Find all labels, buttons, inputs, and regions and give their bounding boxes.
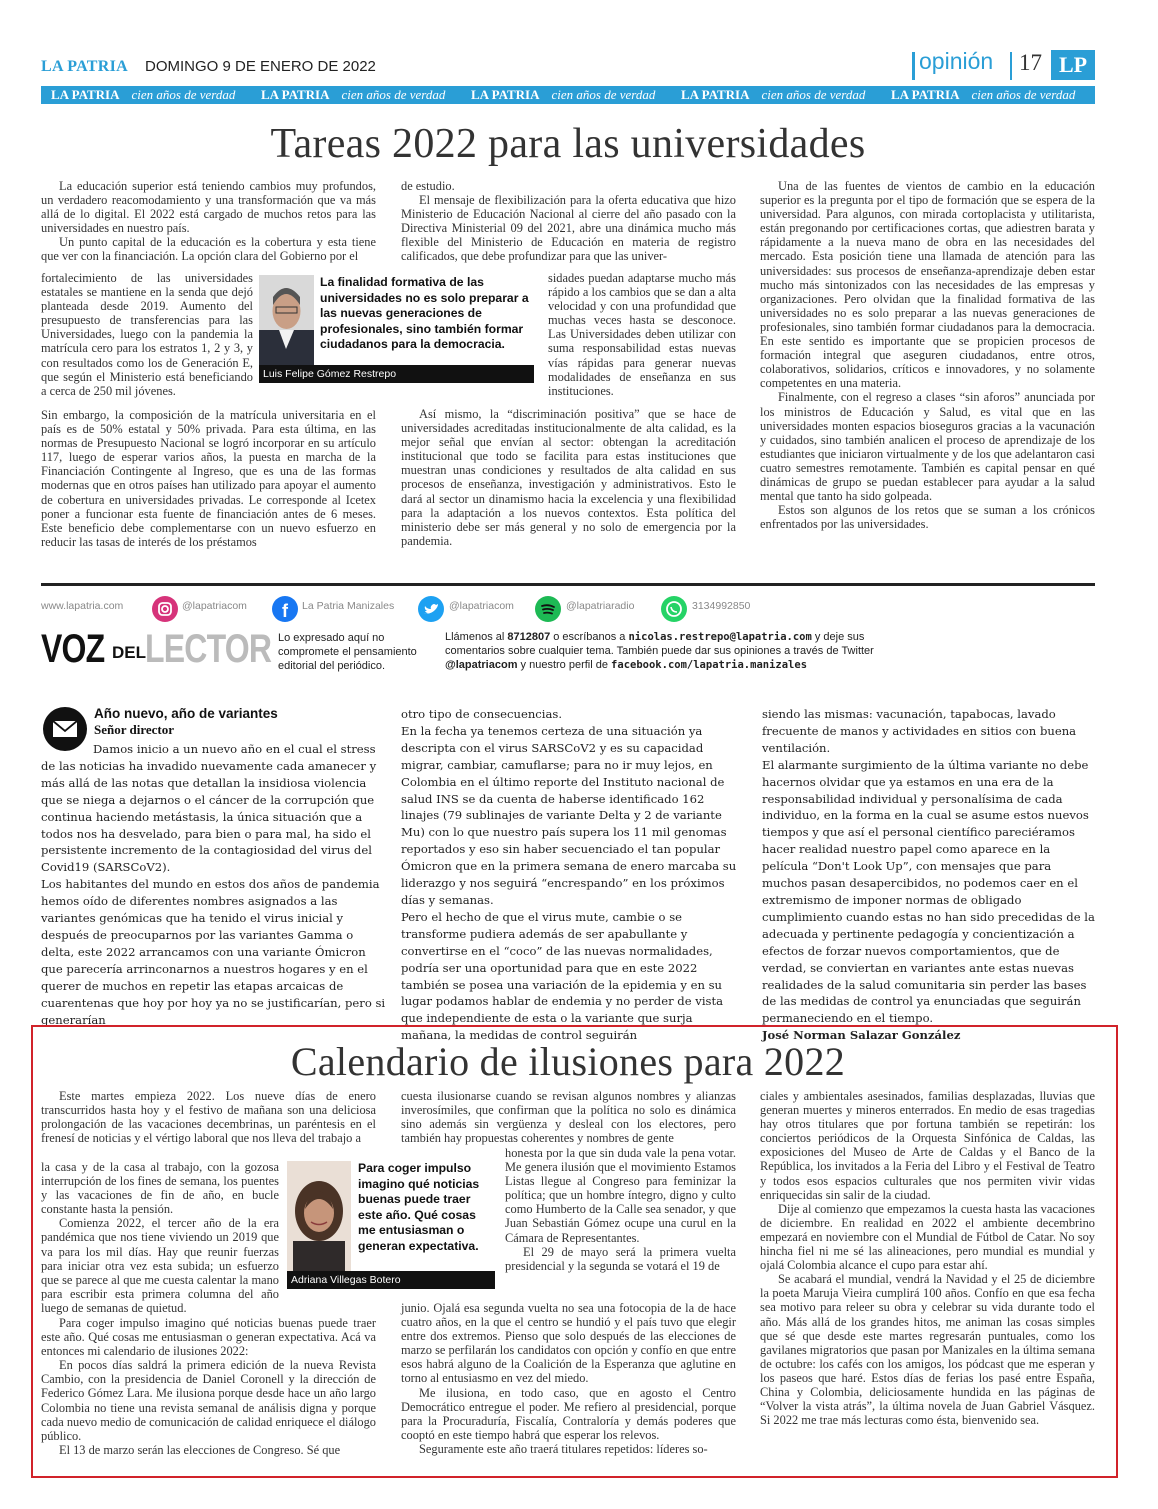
author-photo [259,275,314,365]
column-column-3: ciales y ambientales asesinados, familias desplazadas, lluvias que generan muertes y mineros enterrados. En medio de esas tragedias hay otros titulares que por fortuna también se repetirán: los conciertos periódicos de la Orquesta Sinfónica de Caldas, las exposiciones del Museo de Arte de Caldas y el Banco de la República, los invitados a la Feria del Libro y el Festival de Teatro y todos esos espacios culturales que nos permiten vivir vidas enriquecidas sin salir de la ciudad. Dije al comienzo que empezamos la cuesta hasta las vacaciones de diciembre. En realidad en 2022 el ambiente decembrino empezará en noviembre con el Mundial de Fútbol de Catar. No soy hincha fiel ni me sé las alineaciones, pero mundial es mundial y ojalá Colombia alcance el cupo para estar ahí. Se acabará el mundial, vendrá la Navidad y el 25 de diciembre la poeta Maruja Vieira cumplirá 100 años. Confío en que esa fecha sea motivo para releer su obra y celebrar su vida durante todo el año. Más allá de los grandes hitos, me animan las cosas simples que sé que desde este martes regresarán puntuales, como los gavilanes migratorios que pasan por Manizales en la última semana de octubre: los cafés con los amigos, los pódcast que me esperan y los paseos que haré. Estos días de ferias los pasé entre España, China y Colombia, deliciosamente hundida en las páginas de “Volver la vista atrás”, la última novela de Juan Gabriel Vásquez. Si 2022 me trae más lecturas como ésta, bienvenido sea. [760,1089,1095,1428]
editorial-column-2-narrow: sidades puedan adaptarse mucho más rápido a los cambios que se dan a alta velocidad y con una profundidad que muchas veces hasta se desconoce. Las Universidades deben utilizar con suma responsabilidad estas nuevas vías rápidas para generar nuevas modalidades de enseñanza en sus instituciones. [548,271,736,398]
column-title: Calendario de ilusiones para 2022 [290,1039,846,1084]
facebook-link[interactable]: facebook.com/lapatria.manizales [611,659,808,671]
author-photo [287,1161,351,1271]
editorial-column-2-bottom: Así mismo, la “discriminación positiva” que se hace de universidades acreditadas institucionalmente de alta calidad, es la mejor señal que envían al sector: obtengan la acreditación institucional que todo se facilita para estas instituciones que muestran unas condiciones y resultados de alta calidad en sus procesos de enseñanza, investigación y administrativos. Esto le dará al sector un dinamismo hacia la excelencia y una flexibilidad para la adaptación a los nuevos contextos. Esta política del ministerio debe ser más general y no solo de emergencia por la pandemia. [401,407,736,548]
editorial-column-1-narrow: fortalecimiento de las universidades estatales se mantiene en la senda que dejó planteada desde 2019. Aumento del presupuesto de transferencias para las Universidades, luego con la pandemia la matrícula cero para los estratos 1, 2 y 3, y con resultados como los de Generación E, que según el Ministerio está beneficiando a cerca de 250 mil jóvenes. [41,271,253,398]
letter-title: Año nuevo, año de variantes [94,706,278,721]
letter-column-2: otro tipo de consecuencias. En la fecha ya tenemos certeza de una situación ya descripta con el virus SARSCoV2 y es su capacidad migrar, cambiar, camuflarse; para no ir muy lejos, en Colombia en el último reporte del Instituto nacional de salud INS se da cuenta de haberse identificado 162 linajes (79 sublinajes de variante Delta y 2 de variante Mu) con lo que nuestro país supera los 11 mil genomas reportados y eso sin haber secuenciado el tan popular Ómicron que en la primera semana de enero marcaba su liderazgo y nos seguirá “encrespando” en los próximos días y semanas. Pero el hecho de que el virus mute, cambie o se transforme pudiera además de ser apabullante y convertirse en el “coco” de las nuevas normalidades, podría ser una oportunidad para que en este 2022 también se posea una variación de la epidemia y en su lugar podamos hablar de endemia y no perder de vista que independiente de esta o la variante que surja mañana, la medidas de control seguirán [401,707,737,1043]
column-column-2-narrow: honesta por la que sin duda vale la pena votar. Me genera ilusión que el movimiento Estamos Listas llegue al Congreso para feminizar la política; que un hombre íntegro, digno y culto como Humberto de la Calle sea senador, y que Juan Sebastián Gómez ocupe una curul en la Cámara de Representantes. El 29 de mayo será la primera vuelta presidencial y la segunda se votará el 19 de [505,1146,736,1273]
author-caption: Adriana Villegas Botero [287,1271,495,1289]
page-number: 17 [1019,50,1042,75]
website-link[interactable]: www.lapatria.com [41,600,124,612]
column-column-1-bottom: Para coger impulso imagino qué noticias buenas puede traer este año. Qué cosas me entusiasman o generan expectativa. Acá va entonces mi calendario de ilusiones 2022: En pocos días saldrá la primera edición de la nueva Revista Cambio, con la presidencia de Daniel Coronell y la dirección de Federico Gómez Lara. Me ilusiona porque desde hace un año largo Colombia no tiene una revista semanal de análisis digna y porque cada nuevo medio de comunicación de calidad enriquece el diálogo público. El 13 de marzo serán las elecciones de Congreso. Sé que [41,1316,376,1457]
twitter-icon[interactable] [418,596,444,622]
pullquote-text: La finalidad formativa de las universidades no es solo preparar a las nuevas generaciones de profesionales, sino también formar ciudadanos para la democracia. [320,275,529,351]
editorial-title: Tareas 2022 para las universidades [270,121,866,167]
twitter-handle[interactable]: @lapatriacom [449,600,514,612]
whatsapp-icon[interactable] [661,596,687,622]
section-divider [912,52,915,80]
twitter-link[interactable]: @lapatriacom [445,659,518,671]
contact-info: Llámenos al 8712807 o escríbanos a nicolas.restrepo@lapatria.com y deje sus comentarios sobre cualquier tema. También puede dar sus opiniones a través de Twitter @lapatriacom y nuestro perfil de facebook.com/lapatria.manizales [445,631,874,671]
author-caption: Luis Felipe Gómez Restrepo [259,365,534,383]
ribbon-unit: LA PATRIA cien años de verdad [471,87,656,102]
editorial-column-1-top: La educación superior está teniendo cambios muy profundos, un verdadero reacomodamiento y una transformación que va más allá de lo digital. El 2022 está cargado de muchos retos para las universidades en nuestro país. Un punto capital de la educación es la cobertura y esta tiene que ver con la financiación. La opción clara del Gobierno por el [41,179,376,264]
phone-number[interactable]: 8712807 [507,631,551,643]
email-link[interactable]: nicolas.restrepo@lapatria.com [628,631,812,643]
pullquote-text: Para coger impulso imagino qué noticias buenas puede traer este año. Qué cosas me entusiasman o generan expectativa. [358,1161,480,1253]
editorial-column-3: Una de las fuentes de vientos de cambio en la educación superior es la pregunta por el tipo de formación que se espera de la universidad. Para algunos, con mirada cortoplacista y utilitarista, están pregonando por certificaciones cortas, que adiestren barata y rápidamente a la nueva mano de obra en las necesidades del mercado. Esta posición tiene una llamada de atención para las universidades: sus procesos de enseñanza-aprendizaje deben estar mucho más sintonizados con las necesidades de las empresas y organizaciones. Pero olvidan que la finalidad formativa de las universidades no es solo preparar a las nuevas generaciones de profesionales, sino también formar ciudadanos para la democracia. En este sentido es importante que se propicien procesos de formación integral que aseguren ciudadanos, entre otros, colaborativos, solidarios, críticos e innovadores, y no solamente competentes en una materia. Finalmente, con el regreso a clases “sin aforos” anunciada por los ministros de Educación y Salud, es vital que en las universidades monten espacios bioseguros gracias a la vacunación y cuidados, sino también analicen el proceso de aprendizaje de los estudiantes que iniciaron virtualmente y de los que adelantaron casi cuatro semestres remotamente. También es capital pensar en qué dinámicas de grupo se puedan establecer para ayudar a la salud mental que tanto ha sido golpeada. Estos son algunos de los retos que se suman a los crónicos enfrentados por las universidades. [760,179,1095,532]
column-column-1-top: Este martes empieza 2022. Los nueve días de enero transcurridos hasta hoy y el festivo de mañana son una deliciosa prolongación de las vacaciones decembrinas, un paréntesis en el frenesí de noticias y el vértigo laboral que nos lleva del trabajo a [41,1089,376,1146]
editorial-column-2-top: de estudio. El mensaje de flexibilización para la oferta educativa que hizo Ministerio de Educación Nacional al cierre del año pasado con la Directiva Ministerial 09 del 2021, abre una dinámica mucho más flexible del Ministerio de Educación en materia de registro calificados, que debe profundizar para que las univer- [401,179,736,264]
spotify-handle[interactable]: @lapatriaradio [566,600,635,612]
editorial-column-1-bottom: Sin embargo, la composición de la matrícula universitaria en el país es de 50% estatal y 50% privada. Para esta última, en las normas de Presupuesto Nacional se logró incorporar en su artículo 117, luego de esperar varios años, la puesta en marcha de la Financiación Contingente al Ingreso, que es una de las formas modernas que en otros países han utilizado para apoyar el aumento de cobertura en universidades privadas. Le corresponde al Icetex poner a funcionar esta fuente de financiación antes de 6 meses. Este beneficio debe complementarse con un nuevo esfuerzo en reducir las tasas de interés de los préstamos [41,408,376,549]
section-divider [41,583,1095,586]
spotify-icon[interactable] [535,596,561,622]
letter-salutation: Señor director [94,722,175,737]
letter-column-3: siendo las mismas: vacunación, tapabocas, lavado frecuente de manos y actividades en sitios con buena ventilación. El alarmante surgimiento de la última variante no debe hacernos olvidar que ya estamos en una era de la responsabilidad individual y personalísima de cada individuo, en la forma en la cual se asume estos nuevos tiempos y que así el personal científico pareciéramos hacer realidad nuestro papel como aparece en la película “Don't Look Up”, con mensajes que para muchos pasan desapercibidos, no podemos caer en el extremismo de imponer normas de obligado cumplimiento cuando estas no han sido precedidas de la adecuada y pertinente pedagogía y concientización a efectos de forzar nuevos comportamientos, que de verdad, se conviertan en variantes ante estas nuevas realidades de la salud comunitaria sin perder las bases de las medidas de control ya enunciadas que seguirán permaneciendo en el tiempo. José Norman Salazar González [762,707,1095,1043]
instagram-handle[interactable]: @lapatriacom [182,600,247,612]
ribbon-unit: LA PATRIA cien años de verdad [261,87,446,102]
brand-ribbon [41,86,1095,104]
instagram-icon[interactable] [152,596,178,622]
ribbon-unit: LA PATRIA cien años de verdad [891,87,1076,102]
ribbon-unit: LA PATRIA cien años de verdad [681,87,866,102]
column-column-1-narrow: la casa y de la casa al trabajo, con la gozosa interrupción de los fines de semana, los puentes y las vacaciones de fin de año, en bucle constante hasta la pensión. Comienza 2022, el tercer año de la era pandémica que nos tiene viviendo un 2019 que va para los mil días. Hay que reunir fuerzas para iniciar otra vez esta subida; un esfuerzo que se parece al que me cuesta calentar la mano para escribir esta primera columna del año luego de semanas de quietud. [41,1160,279,1315]
column-pullquote [287,1161,495,1290]
lp-logo: LP [1051,50,1095,80]
svg-text:f: f [282,601,288,621]
section-name: opinión [919,48,994,74]
editorial-pullquote [259,275,538,383]
whatsapp-number[interactable]: 3134992850 [692,600,751,612]
column-column-2-bottom: junio. Ojalá esa segunda vuelta no sea una fotocopia de la de hace cuatro años, en la que el centro se hundió y el país tuvo que elegir entre dos extremos. Pienso que solo después de las elecciones de marzo se perfilarán los candidatos con opción y confío en que entre esos habrá alguno de la Coalición de la Esperanza que aglutine en torno al entusiasmo en vez del miedo. Me ilusiona, en todo caso, que en agosto el Centro Democrático entregue el poder. Me refiero al presidencial, porque para la Procuraduría, Fiscalía, Contraloría y demás poderes que cooptó en este tiempo habrá que esperar los relevos. Seguramente este año traerá titulares repetidos: líderes so- [401,1301,736,1456]
section-divider [1010,52,1012,80]
letter-signature: José Norman Salazar González [762,1028,961,1043]
disclaimer-note: Lo expresado aquí no compromete el pensamiento editorial del periódico. [278,632,417,672]
ribbon-unit: LA PATRIA cien años de verdad [51,87,236,102]
masthead-date: DOMINGO 9 DE ENERO DE 2022 [145,58,376,75]
masthead-brand: LA PATRIA [41,58,129,75]
facebook-handle[interactable]: La Patria Manizales [302,600,395,612]
column-column-2-top: cuesta ilusionarse cuando se revisan algunos nombres y alianzas inverosímiles, que confirman que la política no solo es dinámica sino además sin vergüenza y desleal con los electores, pero también hay propuestas coherentes y nombres de gente [401,1089,736,1146]
letter-column-1: Damos inicio a un nuevo año en el cual el stress de las noticias ha invadido nuevamente cada amanecer y más allá de las notas que detallan la insidiosa violencia que se niega a dejarnos o el cáncer de la corrupción que continua haciendo metástasis, la única situación que a todos nos ha desvelado, para bien o para mal, ha sido el persistente incremento de la contagiosidad del virus del Covid19 (SARSCoV2). Los habitantes del mundo en estos dos años de pandemia hemos oído de diferentes nombres asignados a las variantes genómicas que ha tenido el virus inicial y después de preocuparnos por las variantes Gamma o delta, este 2022 arrancamos con una variante Ómicron que parecería arrinconarnos a nuestros hogares y en el querer de muchos en repetir las etapas arcaicas de cuarentenas que hoy por hoy ya no se justificarían, pero si generarían [41,742,386,1027]
facebook-icon[interactable] [272,596,298,622]
